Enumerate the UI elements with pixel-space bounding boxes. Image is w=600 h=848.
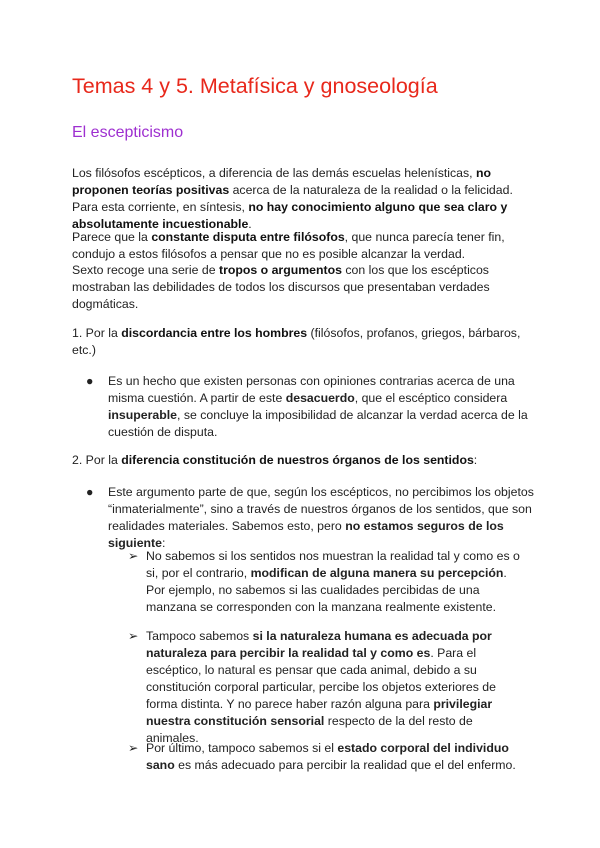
argument-2-heading: 2. Por la diferencia constitución de nuestros órganos de los sentidos: [72, 453, 478, 467]
intro-paragraph-2: Para esta corriente, en síntesis, no hay conocimiento alguno que sea claro y absolutamente incuestionable. [72, 200, 508, 231]
list-item [128, 628, 528, 747]
arrow-bullet-icon: ➢ [128, 741, 139, 755]
list-item-text: Este argumento parte de que, según los escépticos, no percibimos los objetos “inmaterialmente”, sino a través de nuestros órganos de los sentidos, que son realidades materiales. Sabemos esto, pero no estamos seguros de los siguiente: [108, 485, 534, 550]
intro-paragraph-4: Sexto recoge una serie de tropos o argumentos con los que los escépticos mostraban las debilidades de todos los discursos que presentaban verdades dogmáticas. [72, 263, 490, 311]
list-item [128, 548, 528, 616]
list-item-text: No sabemos si los sentidos nos muestran la realidad tal y como es o si, por el contrario, modifican de alguna manera su percepción. Por ejemplo, no sabemos si las cualidades percibidas de una manzana se corresponden con la manzana realmente existente. [146, 549, 520, 614]
list-item [86, 484, 546, 552]
intro-paragraph-3: Parece que la constante disputa entre filósofos, que nunca parecía tener fin, condujo a estos filósofos a pensar que no es posible alcanzar la verdad. [72, 230, 505, 261]
list-item-text: Es un hecho que existen personas con opiniones contrarias acerca de una misma cuestión. A partir de este desacuerdo, que el escéptico considera insuperable, se concluye la imposibilidad de alcanzar la verdad acerca de la cuestión de disputa. [108, 374, 528, 439]
section-heading: El escepticismo [72, 124, 184, 141]
bullet-icon: ● [86, 485, 94, 499]
list-item-text: Tampoco sabemos si la naturaleza humana es adecuada por naturaleza para percibir la realidad tal y como es. Para el escéptico, lo natural es pensar que cada animal, debido a su constitución corporal particular, percibe los objetos exteriores de forma distinta. Y no parece haber razón alguna para privilegiar nuestra constitución sensorial respecto de la del resto de animales. [146, 629, 496, 745]
document-title: Temas 4 y 5. Metafísica y gnoseología [72, 74, 438, 98]
list-item-text: Por último, tampoco sabemos si el estado corporal del individuo sano es más adecuado para percibir la realidad que el del enfermo. [146, 741, 516, 772]
intro-paragraph-1: Los filósofos escépticos, a diferencia de las demás escuelas helenísticas, no proponen teorías positivas acerca de la naturaleza de la realidad o la felicidad. [72, 166, 513, 197]
list-item [128, 740, 528, 774]
bullet-icon: ● [86, 374, 94, 388]
argument-1-heading: 1. Por la discordancia entre los hombres (filósofos, profanos, griegos, bárbaros, etc.) [72, 326, 521, 357]
arrow-bullet-icon: ➢ [128, 629, 139, 643]
arrow-bullet-icon: ➢ [128, 549, 139, 563]
list-item [86, 373, 546, 441]
